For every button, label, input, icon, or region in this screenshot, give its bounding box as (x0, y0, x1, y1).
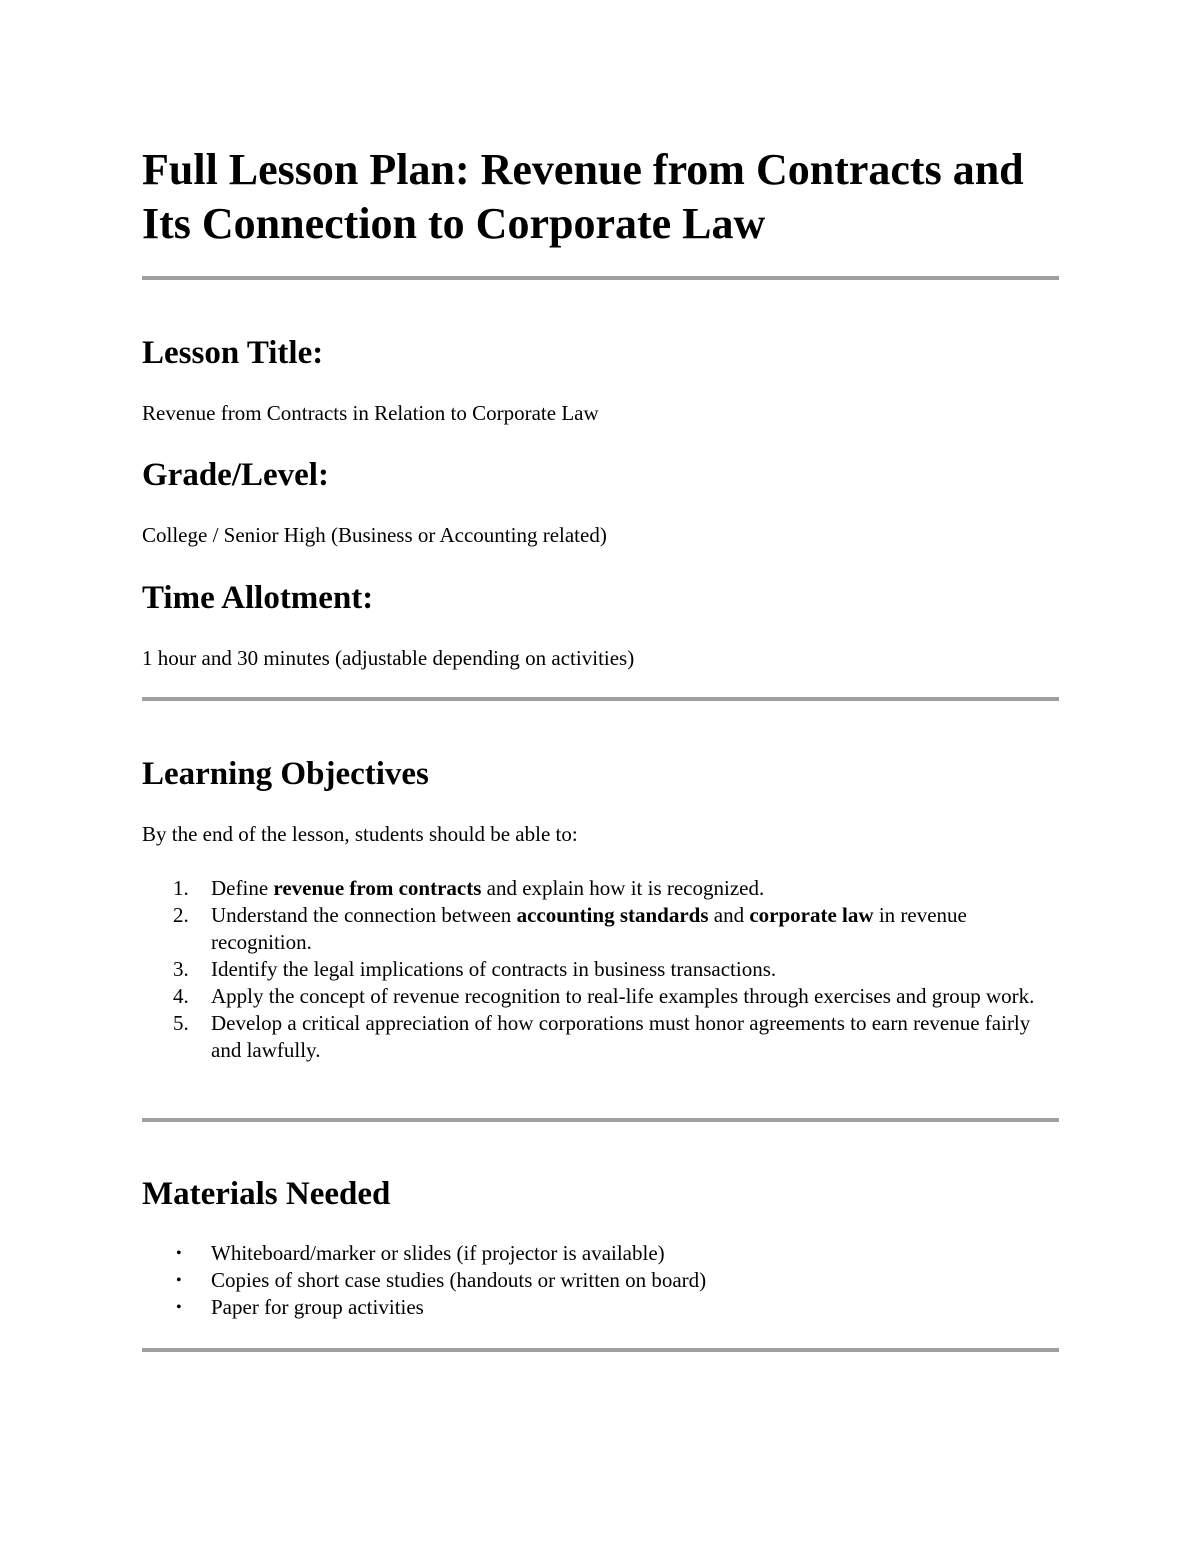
material-text: Whiteboard/marker or slides (if projector is available) (211, 1241, 665, 1265)
objective-text: Identify the legal implications of contracts in business transactions. (211, 957, 777, 981)
horizontal-rule (142, 1118, 1059, 1122)
lesson-title-value: Revenue from Contracts in Relation to Corporate Law (142, 401, 599, 425)
objective-text: Develop a critical appreciation of how corporations must honor agreements to earn revenue fairly and lawfully. (211, 1011, 1031, 1062)
bullet-icon: • (176, 1245, 182, 1262)
materials-list (142, 1240, 1060, 1321)
material-item (142, 1240, 1060, 1267)
objective-item (142, 983, 1060, 1010)
bullet-icon: • (176, 1272, 182, 1289)
objective-number: 2. (173, 903, 189, 927)
document-title: Full Lesson Plan: Revenue from Contracts and Its Connection to Corporate Law (142, 145, 1024, 248)
time-allotment-value: 1 hour and 30 minutes (adjustable depending on activities) (142, 646, 635, 670)
horizontal-rule (142, 697, 1059, 701)
objective-number: 5. (173, 1011, 189, 1035)
objective-item (142, 875, 1060, 902)
objective-number: 1. (173, 876, 189, 900)
learning-objectives-list (142, 875, 1060, 1064)
objective-item (142, 902, 1060, 956)
time-allotment-heading: Time Allotment: (142, 580, 374, 616)
objective-text: and explain how it is recognized. (481, 876, 765, 900)
objective-number: 4. (173, 984, 189, 1008)
horizontal-rule (142, 276, 1059, 280)
learning-objectives-heading: Learning Objectives (142, 756, 429, 792)
objective-text: and (708, 903, 750, 927)
learning-objectives-intro: By the end of the lesson, students should be able to: (142, 822, 578, 846)
lesson-title-heading: Lesson Title: (142, 335, 324, 371)
grade-level-value: College / Senior High (Business or Accounting related) (142, 523, 607, 547)
objective-number: 3. (173, 957, 189, 981)
objective-text: Define (211, 876, 274, 900)
objective-emphasis: revenue from contracts (273, 876, 482, 900)
objective-emphasis: corporate law (749, 903, 874, 927)
objective-item (142, 956, 1060, 983)
horizontal-rule (142, 1348, 1059, 1352)
objective-item (142, 1010, 1060, 1064)
material-item (142, 1294, 1060, 1321)
materials-needed-heading: Materials Needed (142, 1176, 391, 1212)
objective-text: Apply the concept of revenue recognition to real-life examples through exercises and group work. (211, 984, 1035, 1008)
objective-text: Understand the connection between (211, 903, 517, 927)
bullet-icon: • (176, 1299, 182, 1316)
material-text: Copies of short case studies (handouts or written on board) (211, 1268, 707, 1292)
document-page (142, 0, 1060, 1553)
grade-level-heading: Grade/Level: (142, 457, 329, 493)
objective-text: in revenue recognition. (211, 903, 967, 954)
material-item (142, 1267, 1060, 1294)
material-text: Paper for group activities (211, 1295, 424, 1319)
objective-emphasis: accounting standards (516, 903, 709, 927)
